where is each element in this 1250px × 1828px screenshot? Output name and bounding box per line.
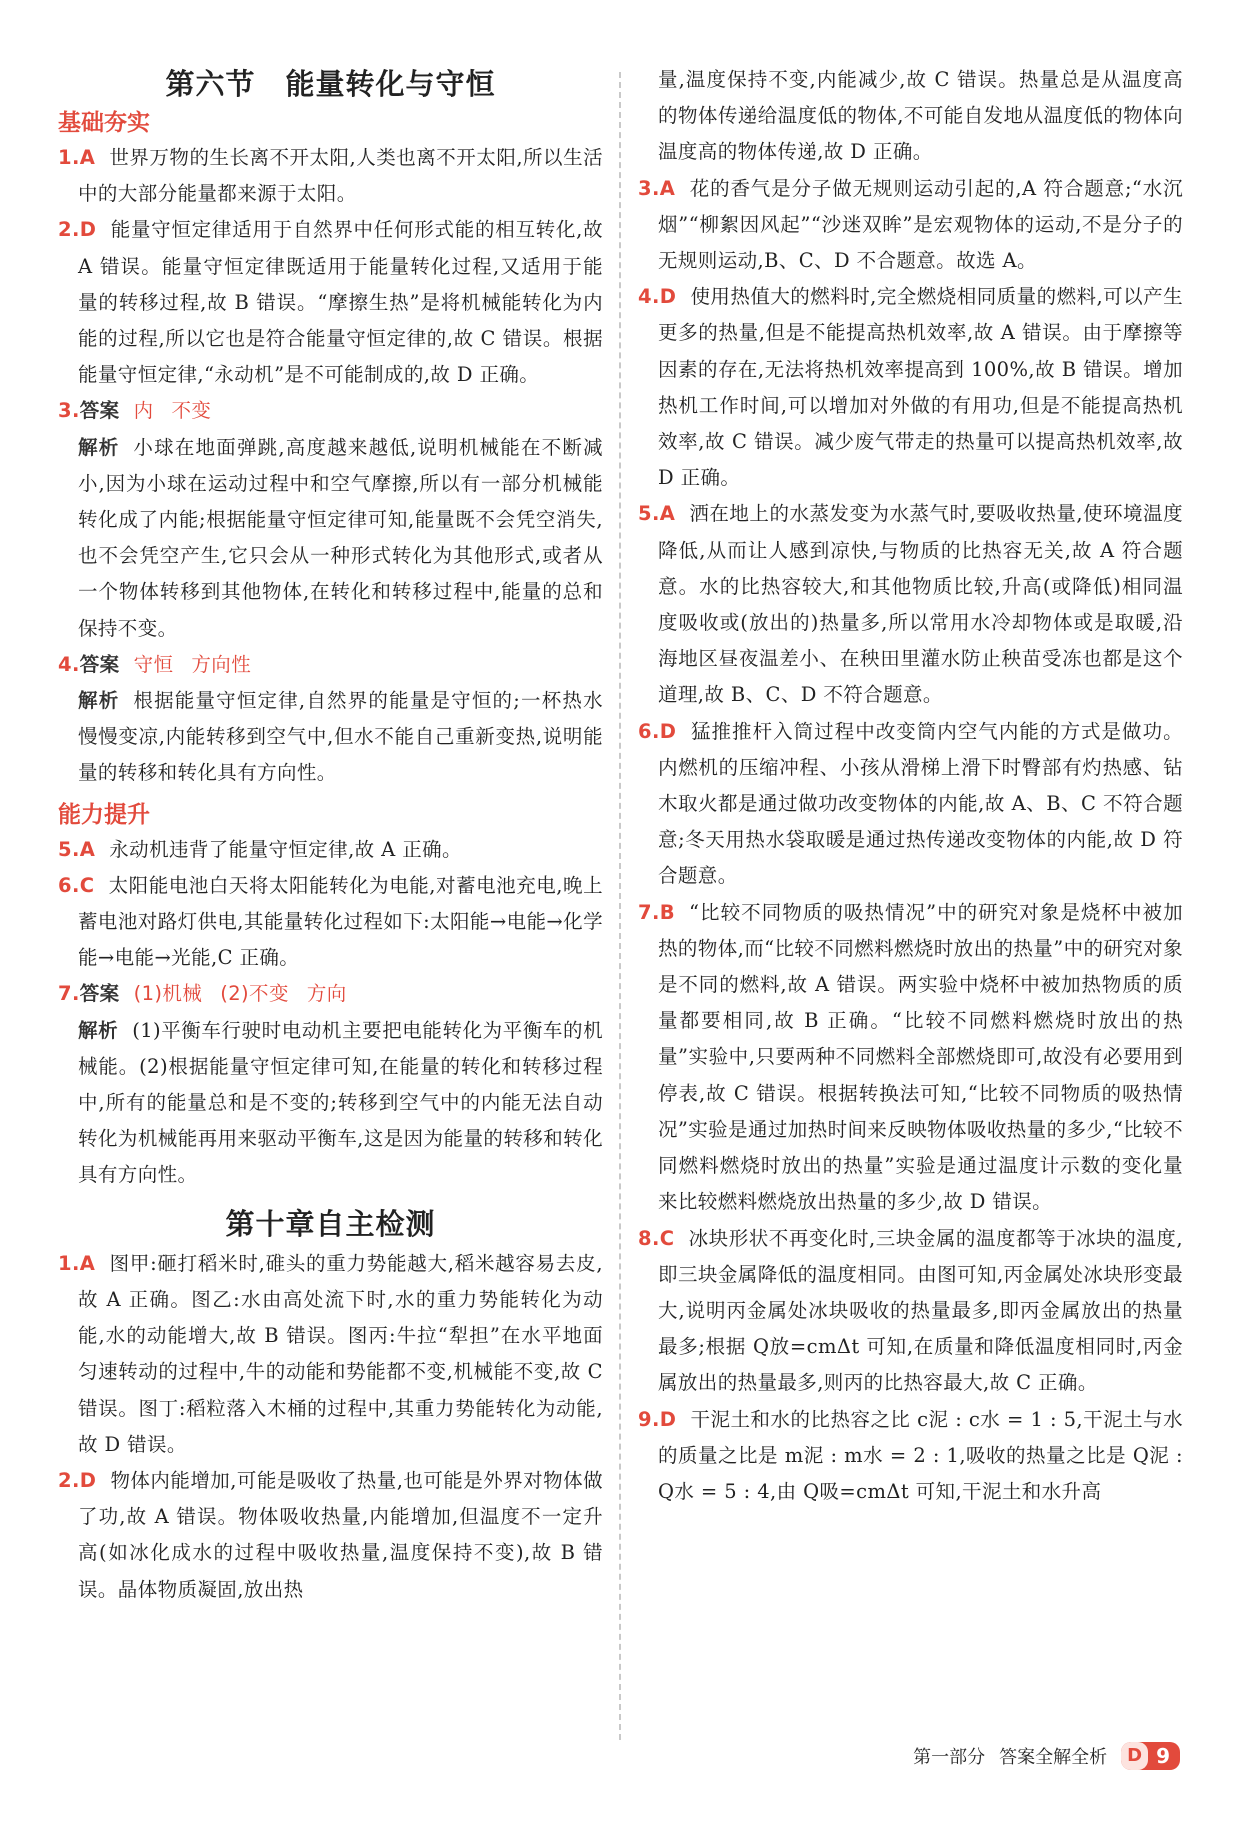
answer-label: 答案 <box>79 652 120 676</box>
answer-number: 6.D <box>638 719 677 743</box>
answer-number: 8.C <box>638 1226 675 1250</box>
test-item-3 <box>638 171 1183 280</box>
answer-item-2 <box>58 212 603 393</box>
answer-text: 世界万物的生长离不开太阳,人类也离不开太阳,所以生活中的大部分能量都来源于太阳。 <box>78 146 603 206</box>
test-item-2 <box>58 1463 603 1608</box>
answer-number: 7.B <box>638 900 676 924</box>
answer-value: (1)机械 <box>133 982 203 1006</box>
analysis-4 <box>58 683 603 792</box>
answer-number: 2.D <box>58 218 97 242</box>
answer-value: 不变 <box>171 399 212 423</box>
answer-item-4 <box>58 647 603 683</box>
basic-heading: 基础夯实 <box>58 110 150 136</box>
answer-number: 3.A <box>638 176 676 200</box>
answer-value: (2)不变 <box>220 982 289 1006</box>
test-item-8 <box>638 1221 1183 1402</box>
page-number: 9 <box>1156 1744 1170 1768</box>
badge-letter: D <box>1121 1742 1148 1770</box>
answer-item-5 <box>58 832 603 868</box>
answer-text: 图甲:砸打稻米时,碓头的重力势能越大,稻米越容易去皮,故 A 正确。图乙:水由高处流下时,水的重力势能转化为动能,水的动能增大,故 B 错误。图丙:牛拉“犁担”在水平地面匀速转动的过程中,牛的动能和势能都不变,机械能不变,故 C 错误。图丁:稻粒落入木桶的过程中,其重力势能转化为动能,故 D 错误。 <box>78 1251 603 1456</box>
answer-text: 干泥土和水的比热容之比 c泥 : c水 = 1 : 5,干泥土与水的质量之比是 m泥 : m水 = 2 : 1,吸收的热量之比是 Q泥 : Q水 = 5 : 4,由 Q吸=cmΔt 可知,干泥土和水升高 <box>658 1407 1183 1503</box>
analysis-text: (1)平衡车行驶时电动机主要把电能转化为平衡车的机械能。(2)根据能量守恒定律可知,在能量的转化和转移过程中,所有的能量总和是不变的;转移到空气中的内能无法自动转化为机械能再用来驱动平衡车,这是因为能量的转移和转化具有方向性。 <box>78 1018 603 1187</box>
answer-number: 5.A <box>58 837 96 861</box>
answer-item-6 <box>58 868 603 977</box>
answer-text: 冰块形状不再变化时,三块金属的温度都等于冰块的温度,即三块金属降低的温度相同。由图可知,丙金属处冰块形变最大,说明丙金属处冰块吸收的热量最多,即丙金属放出的热量最多;根据 Q放=cmΔt 可知,在质量和降低温度相同时,丙金属放出的热量最多,则丙的比热容最大,故 C 正确。 <box>658 1226 1183 1395</box>
answer-value: 方向性 <box>191 652 252 676</box>
analysis-label: 解析 <box>78 1018 119 1042</box>
answer-number: 3. <box>58 399 80 423</box>
answer-value: 守恒 <box>133 652 174 676</box>
answer-label: 答案 <box>79 982 120 1006</box>
answer-number: 6.C <box>58 873 95 897</box>
answer-number: 4.D <box>638 285 677 309</box>
test-item-6 <box>638 714 1183 895</box>
right-column <box>638 62 1183 1510</box>
answer-text: 物体内能增加,可能是吸收了热量,也可能是外界对物体做了功,故 A 错误。物体吸收热量,内能增加,但温度不一定升高(如冰化成水的过程中吸收热量,温度保持不变),故 B 错误。晶体物质凝固,放出热 <box>78 1468 603 1601</box>
test-item-7 <box>638 895 1183 1221</box>
answer-text: 使用热值大的燃料时,完全燃烧相同质量的燃料,可以产生更多的热量,但是不能提高热机效率,故 A 错误。由于摩擦等因素的存在,无法将热机效率提高到 100%,故 B 错误。增加热机工作时间,可以增加对外做的有用功,但是不能提高热机效率,故 C 错误。减少废气带走的热量可以提高热机效率,故 D 正确。 <box>658 285 1183 490</box>
test-item-1 <box>58 1246 603 1463</box>
footer-part: 第一部分 <box>913 1747 986 1768</box>
answer-text: 能量守恒定律适用于自然界中任何形式能的相互转化,故 A 错误。能量守恒定律既适用于能量转化过程,又适用于能量的转移过程,故 B 错误。“摩擦生热”是将机械能转化为内能的过程,所以它也是符合能量守恒定律的,故 C 错误。根据能量守恒定律,“永动机”是不可能制成的,故 D 正确。 <box>78 218 603 387</box>
analysis-text: 根据能量守恒定律,自然界的能量是守恒的;一杯热水慢慢变凉,内能转移到空气中,但水不能自己重新变热,说明能量的转移和转化具有方向性。 <box>78 689 603 785</box>
test-item-9 <box>638 1402 1183 1511</box>
analysis-label: 解析 <box>78 435 120 459</box>
answer-text: 花的香气是分子做无规则运动引起的,A 符合题意;“水沉烟”“柳絮因风起”“沙迷双眸”是宏观物体的运动,不是分子的无规则运动,B、C、D 不合题意。故选 A。 <box>658 176 1183 273</box>
answer-number: 2.D <box>58 1468 97 1492</box>
analysis-7 <box>58 1013 603 1194</box>
analysis-3 <box>58 430 603 647</box>
answer-item-3 <box>58 393 603 429</box>
left-column <box>58 62 603 1608</box>
answer-number: 7. <box>58 982 80 1006</box>
page-footer <box>913 1740 1180 1772</box>
answer-item-7 <box>58 976 603 1012</box>
page-badge <box>1121 1742 1180 1770</box>
answer-label: 答案 <box>79 399 120 423</box>
test-item-4 <box>638 279 1183 496</box>
section-title: 第六节 能量转化与守恒 <box>165 67 496 101</box>
answer-value: 方向 <box>306 982 347 1006</box>
answer-number: 4. <box>58 652 80 676</box>
footer-title: 答案全解全析 <box>999 1747 1108 1768</box>
answer-number: 9.D <box>638 1407 677 1431</box>
analysis-label: 解析 <box>78 689 120 713</box>
analysis-text: 小球在地面弹跳,高度越来越低,说明机械能在不断减小,因为小球在运动过程中和空气摩擦,所以有一部分机械能转化成了内能;根据能量守恒定律可知,能量既不会凭空消失,也不会凭空产生,它只会从一种形式转化为其他形式,或者从一个物体转移到其他物体,在转化和转移过程中,能量的总和保持不变。 <box>78 435 603 640</box>
answer-number: 1.A <box>58 146 96 169</box>
continued-text: 量,温度保持不变,内能减少,故 C 错误。热量总是从温度高的物体传递给温度低的物体,不可能自发地从温度低的物体向温度高的物体传递,故 D 正确。 <box>658 68 1183 164</box>
answer-text: 洒在地上的水蒸发变为水蒸气时,要吸收热量,使环境温度降低,从而让人感到凉快,与物质的比热容无关,故 A 符合题意。水的比热容较大,和其他物质比较,升高(或降低)相同温度吸收或(放出的)热量多,所以常用水冷却物体或是取暖,沿海地区昼夜温差小、在秧田里灌水防止秧苗受冻也都是这个道理,故 B、C、D 不符合题意。 <box>658 502 1184 707</box>
answer-text: 猛推推杆入筒过程中改变筒内空气内能的方式是做功。内燃机的压缩冲程、小孩从滑梯上滑下时臀部有灼热感、钻木取火都是通过做功改变物体的内能,故 A、B、C 不符合题意;冬天用热水袋取暖是通过热传递改变物体的内能,故 D 符合题意。 <box>658 719 1183 888</box>
answer-value: 内 <box>133 399 154 423</box>
answer-number: 1.A <box>58 1251 96 1275</box>
answer-text: 太阳能电池白天将太阳能转化为电能,对蓄电池充电,晚上蓄电池对路灯供电,其能量转化过程如下:太阳能→电能→化学能→电能→光能,C 正确。 <box>78 873 603 970</box>
column-divider <box>619 72 621 1740</box>
answer-number: 5.A <box>638 502 676 526</box>
answer-item-1 <box>58 140 603 212</box>
answer-text: “比较不同物质的吸热情况”中的研究对象是烧杯中被加热的物体,而“比较不同燃料燃烧时放出的热量”中的研究对象是不同的燃料,故 A 错误。两实验中烧杯中被加热物质的质量都要相同,故 B 正确。“比较不同燃料燃烧时放出的热量”实验中,只要两种不同燃料全部燃烧即可,故没有必要用到停表,故 C 错误。根据转换法可知,“比较不同物质的吸热情况”实验是通过加热时间来反映物体吸收热量的多少,“比较不同燃料燃烧时放出的热量”实验是通过温度计示数的变化量来比较燃料燃烧放出热量的多少,故 D 错误。 <box>658 900 1183 1214</box>
chapter-title: 第十章自主检测 <box>225 1206 436 1241</box>
ability-heading: 能力提升 <box>58 801 150 828</box>
test-item-5 <box>638 496 1183 713</box>
answer-text: 永动机违背了能量守恒定律,故 A 正确。 <box>109 837 462 861</box>
